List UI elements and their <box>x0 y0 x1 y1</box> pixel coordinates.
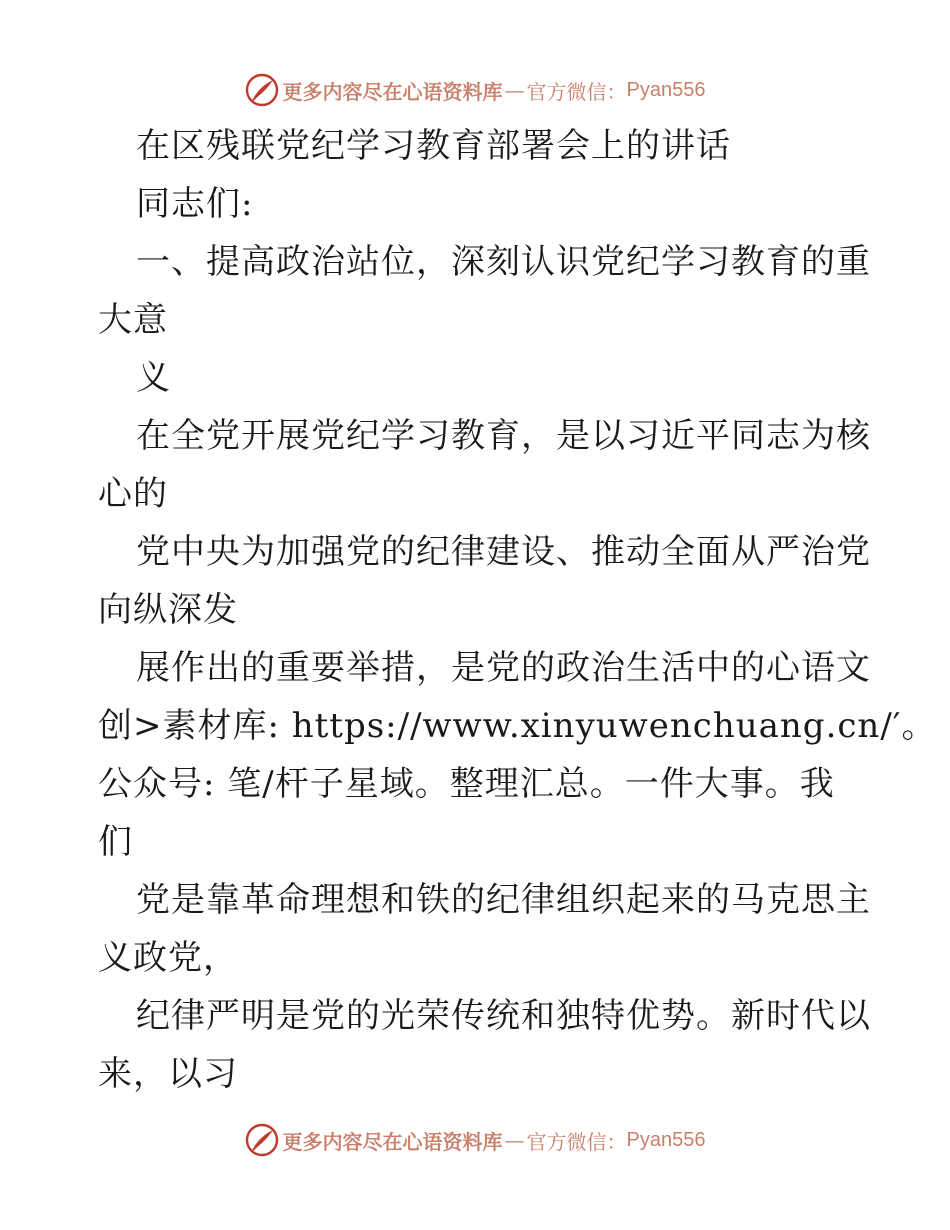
feather-pen-icon <box>245 73 279 107</box>
watermark-sub-text: 官方微信： <box>526 79 627 104</box>
text-line: 在全党开展党纪学习教育，是以习近平同志为核 <box>136 416 871 456</box>
text-line: 党是靠革命理想和铁的纪律组织起来的马克思主 <box>136 880 871 920</box>
watermark-wechat-id: Pyan556 <box>626 78 706 101</box>
text-line: 一、提高政治站位，深刻认识党纪学习教育的重 <box>136 242 871 282</box>
text-line: 来，以习 <box>98 1054 238 1094</box>
text-line: 在区残联党纪学习教育部署会上的讲话 <box>136 126 731 166</box>
text-line: 同志们: <box>136 184 254 224</box>
text-line: 们 <box>98 822 133 862</box>
watermark-main-text: 更多内容尽在心语资料库 <box>282 1129 503 1154</box>
text-line: 公众号: 笔/杆子星域。整理汇总。一件大事。我 <box>98 764 835 804</box>
text-line: 义 <box>136 358 171 398</box>
watermark-wechat-id: Pyan556 <box>626 1128 706 1151</box>
text-line: 心的 <box>98 474 168 514</box>
text-line: 党中央为加强党的纪律建设、推动全面从严治党 <box>136 532 871 572</box>
text-line: 创>素材库: https://www.xinyuwenchuang.cn/′。 <box>98 706 937 746</box>
watermark-sub-text: 官方微信： <box>526 1129 627 1154</box>
feather-pen-icon <box>245 1123 279 1157</box>
text-line: 展作出的重要举措，是党的政治生活中的心语文 <box>136 648 871 688</box>
text-line: 纪律严明是党的光荣传统和独特优势。新时代以 <box>136 996 871 1036</box>
watermark-dash: — <box>504 1128 525 1152</box>
text-line: 大意 <box>98 300 168 340</box>
watermark-dash: — <box>504 78 525 102</box>
text-line: 义政党， <box>98 938 238 978</box>
watermark-main-text: 更多内容尽在心语资料库 <box>282 79 503 104</box>
header-watermark <box>0 70 950 110</box>
footer-watermark <box>0 1120 950 1160</box>
document-body <box>98 124 937 1110</box>
text-line: 向纵深发 <box>98 590 238 630</box>
